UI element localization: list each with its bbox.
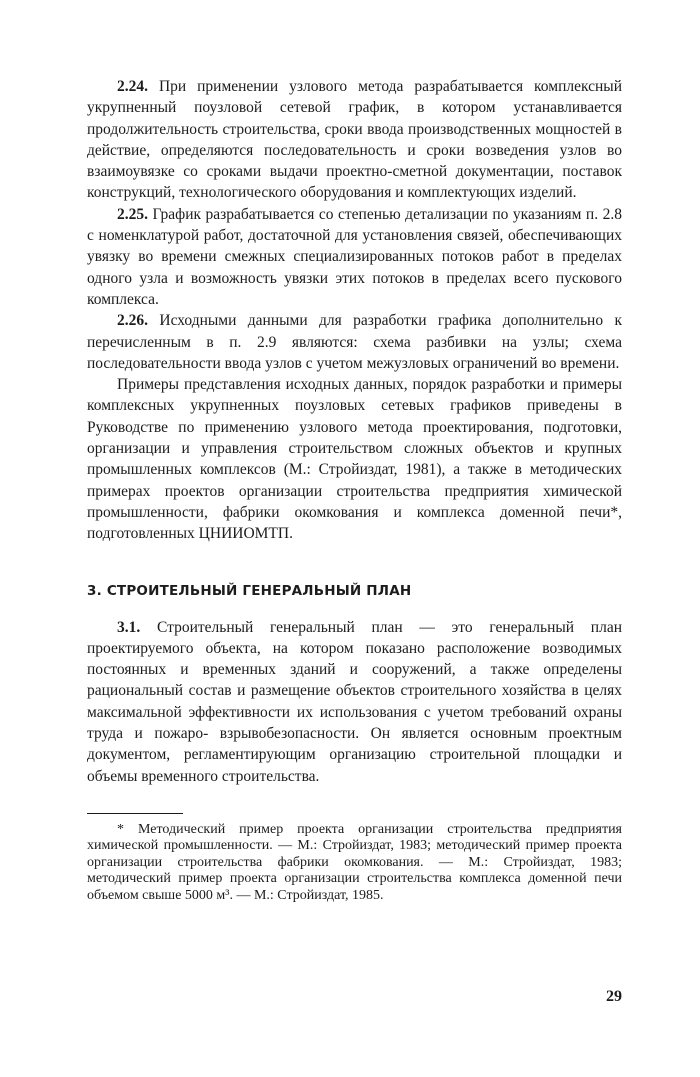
paragraph-text: Исходными данными для разработки графика дополнительно к перечисленным в п. 2.9 являются: схема разбивки на узлы; схема последовательности ввода узлов с учетом межузловых ограничений во времени. — [87, 312, 623, 372]
document-page — [87, 76, 622, 904]
page-number: 29 — [606, 988, 622, 1005]
paragraph-number: 2.25. — [117, 205, 148, 223]
paragraph-2-24 — [87, 76, 622, 204]
paragraph-number: 2.24. — [117, 78, 148, 95]
paragraph-text: Примеры представления исходных данных, порядок разработки и примеры комплексных укрупненных поузловых сетевых графиков приведены в Руководстве по применению узлового метода проектирования, подготовки, организации и управления строительством сложных объектов и крупных промышленных комплексов (М.: Стройиздат, 1981), а также в методических примерах проектов организации строительства предприятия химической промышленности, фабрики окомкования и комплекса доменной печи*, подготовленных ЦНИИОМТП. — [87, 376, 622, 543]
paragraph-text: Строительный генеральный план — это генеральный план проектируемого объекта, на котором показано расположение возводимых постоянных и временных зданий и сооружений, а также определены рациональный состав и размещение объектов строительного хозяйства в целях максимальной эффективности их использования с учетом требований охраны труда и пожаро- взрывобезопасности. Он является основным проектным документом, регламентирующим организацию строительной площадки и объемы временного строительства. — [87, 618, 623, 785]
paragraph-3-1 — [87, 617, 622, 787]
paragraph-examples — [87, 374, 622, 544]
paragraph-number: 2.26. — [117, 312, 148, 330]
paragraph-number: 3.1. — [117, 618, 141, 636]
section-heading: 3. СТРОИТЕЛЬНЫЙ ГЕНЕРАЛЬНЫЙ ПЛАН — [87, 582, 412, 599]
paragraph-2-25 — [87, 204, 622, 310]
footnote: * Методический пример проекта организации строительства предприятия химической промышленности. — М.: Стройиздат, 1983; методический пример проекта организации строительства фабрики окомкования. — М.: Стройиздат, 1983; методический пример проекта организации строительства комплекса доменной печи объемом свыше 5000 м³. — М.: Стройиздат, 1985. — [87, 821, 622, 903]
footnote-divider — [87, 813, 183, 814]
paragraph-text: График разрабатывается со степенью детализации по указаниям п. 2.8 с номенклатурой работ, достаточной для установления связей, обеспечивающих увязку во времени смежных специализированных потоков работ в пределах одного узла и возможность увязки этих потоков в пределах всего пускового комплекса. — [87, 205, 622, 308]
paragraph-2-26 — [87, 310, 622, 374]
paragraph-text: При применении узлового метода разрабатывается комплексный укрупненный поузловой сетевой график, в котором устанавливается продолжительность строительства, сроки ввода производственных мощностей в действие, определяются последовательность и сроки возведения узлов во взаимоувязке со сроками выдачи проектно-сметной документации, поставок конструкций, технологического оборудования и комплектующих изделий. — [87, 78, 623, 202]
